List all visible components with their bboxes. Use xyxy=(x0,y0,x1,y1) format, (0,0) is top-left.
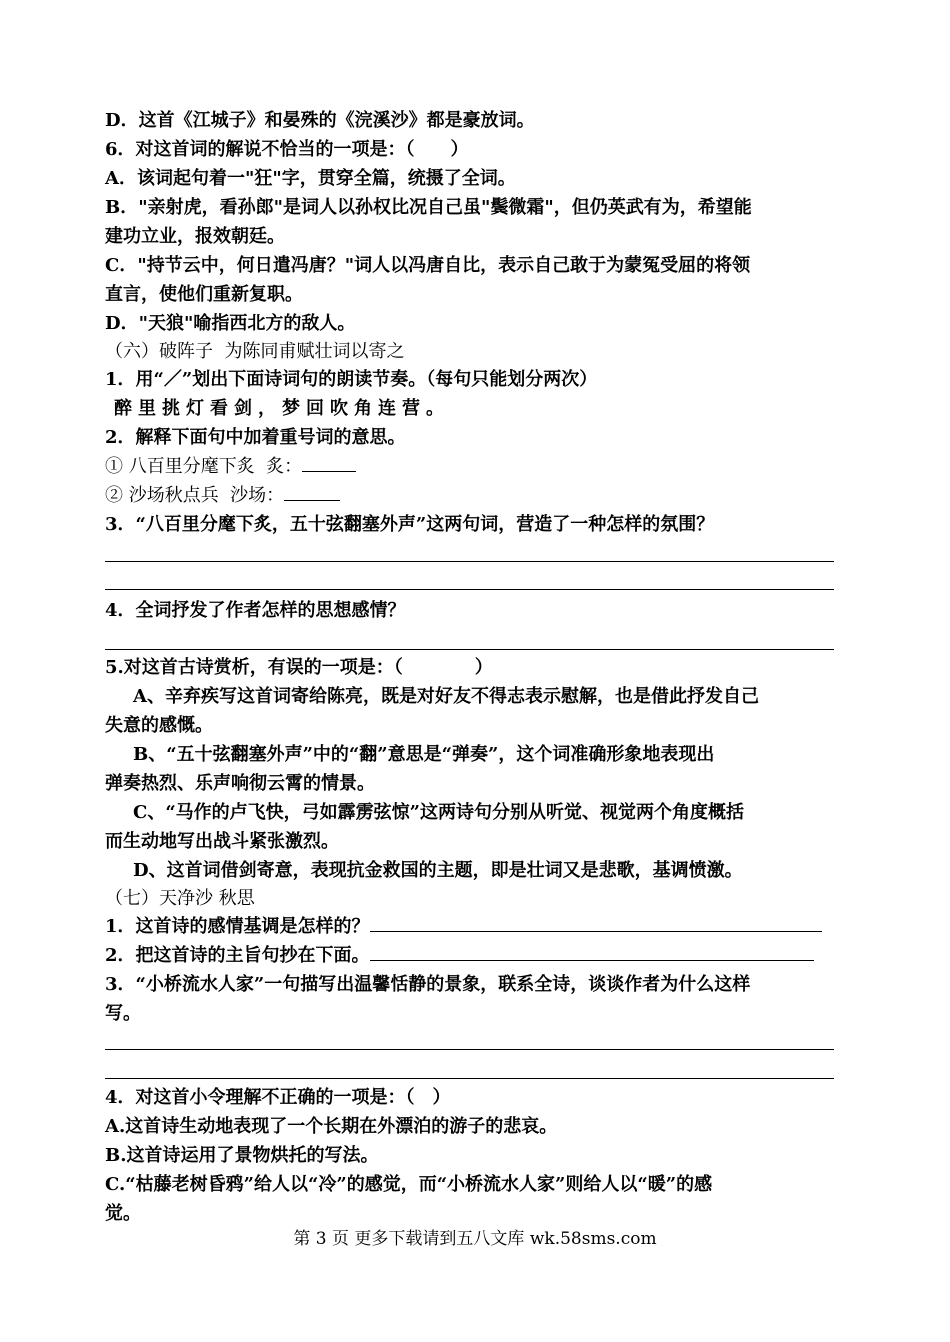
answer-line[interactable] xyxy=(105,1078,834,1079)
qiusi-q3: 3．“小桥流水人家”一句描写出温馨恬静的景象，联系全诗，谈谈作者为什么这样 xyxy=(105,974,751,995)
option-d-jiangchengzi: D．这首《江城子》和晏殊的《浣溪沙》都是豪放词。 xyxy=(105,110,535,131)
qiusi-q1-label: 1．这首诗的感情基调是怎样的？ xyxy=(105,916,370,937)
question-6: 6．对这首词的解说不恰当的一项是：（ ） xyxy=(105,139,469,160)
q5-option-c-cont: 而生动地写出战斗紧张激烈。 xyxy=(105,831,339,852)
qiusi-q4-option-b: B.这首诗运用了景物烘托的写法。 xyxy=(105,1145,379,1166)
poem-q4: 4．全词抒发了作者怎样的思想感情？ xyxy=(105,600,406,621)
qiusi-q2 xyxy=(105,942,814,970)
q5-option-a: A、辛弃疾写这首词寄给陈亮，既是对好友不得志表示慰解，也是借此抒发自己 xyxy=(133,686,759,707)
poem-q5: 5.对这首古诗赏析，有误的一项是：（ ） xyxy=(105,657,493,678)
answer-blank-q2[interactable] xyxy=(370,942,814,961)
qiusi-q4-option-a: A.这首诗生动地表现了一个长期在外漂泊的游子的悲哀。 xyxy=(105,1116,558,1137)
option-c: C．"持节云中，何日遣冯唐？"词人以冯唐自比，表示自己敢于为蒙冤受屈的将领 xyxy=(105,255,751,276)
q5-option-c: C、“马作的卢飞快，弓如霹雳弦惊”这两诗句分别从听觉、视觉两个角度概括 xyxy=(133,802,745,823)
poem-q1: 1．用“／”划出下面诗词句的朗读节奏。（每句只能划分两次） xyxy=(105,369,598,390)
option-b-cont: 建功立业，报效朝廷。 xyxy=(105,226,285,247)
q5-option-b-cont: 弹奏热烈、乐声响彻云霄的情景。 xyxy=(105,773,375,794)
option-a: A．该词起句着一"狂"字，贯穿全篇，统摄了全词。 xyxy=(105,168,516,189)
qiusi-q2-label: 2．把这首诗的主旨句抄在下面。 xyxy=(105,945,370,966)
poem-q2: 2．解释下面句中加着重号词的意思。 xyxy=(105,427,406,448)
q2-item1-label: ① 八百里分麾下炙 炙： xyxy=(105,456,303,477)
page-footer: 第 3 页 更多下载请到五八文库 wk.58sms.com xyxy=(293,1229,657,1249)
poem-q2-item1 xyxy=(105,453,356,481)
option-c-cont: 直言，使他们重新复职。 xyxy=(105,284,303,305)
answer-blank-shachang[interactable] xyxy=(284,482,340,501)
q5-option-a-cont: 失意的感慨。 xyxy=(105,715,213,736)
q2-item2-label: ② 沙场秋点兵 沙场： xyxy=(105,485,285,506)
poem-q2-item2 xyxy=(105,482,340,510)
section-7-title: （七）天净沙 秋思 xyxy=(105,888,255,909)
poem-line-rhythm: 醉里挑灯看剑，梦回吹角连营。 xyxy=(114,398,450,419)
qiusi-q4: 4．对这首小令理解不正确的一项是：（ ） xyxy=(105,1087,451,1108)
option-b: B．"亲射虎，看孙郎"是词人以孙权比况自己虽"鬓微霜"，但仍英武有为，希望能 xyxy=(105,197,752,218)
poem-q3: 3．“八百里分麾下炙，五十弦翻塞外声”这两句词，营造了一种怎样的氛围？ xyxy=(105,514,715,535)
option-d: D．"天狼"喻指西北方的敌人。 xyxy=(105,313,356,334)
qiusi-q4-option-c: C.“枯藤老树昏鸦”给人以“冷”的感觉，而“小桥流水人家”则给人以“暖”的感 xyxy=(105,1174,713,1195)
answer-line[interactable] xyxy=(105,649,834,650)
answer-line[interactable] xyxy=(105,561,834,562)
qiusi-q3-cont: 写。 xyxy=(105,1003,141,1024)
q5-option-d: D、这首词借剑寄意，表现抗金救国的主题，即是壮词又是悲歌，基调愤激。 xyxy=(133,860,743,881)
answer-blank-q1[interactable] xyxy=(370,913,822,932)
q5-option-b: B、“五十弦翻塞外声”中的“翻”意思是“弹奏”，这个词准确形象地表现出 xyxy=(133,744,715,765)
qiusi-q1 xyxy=(105,913,822,941)
section-6-title: （六）破阵子 为陈同甫赋壮词以寄之 xyxy=(105,341,405,362)
qiusi-q4-option-c-cont: 觉。 xyxy=(105,1203,141,1224)
answer-blank-zhi[interactable] xyxy=(302,453,356,472)
answer-line[interactable] xyxy=(105,589,834,590)
answer-line[interactable] xyxy=(105,1049,834,1050)
